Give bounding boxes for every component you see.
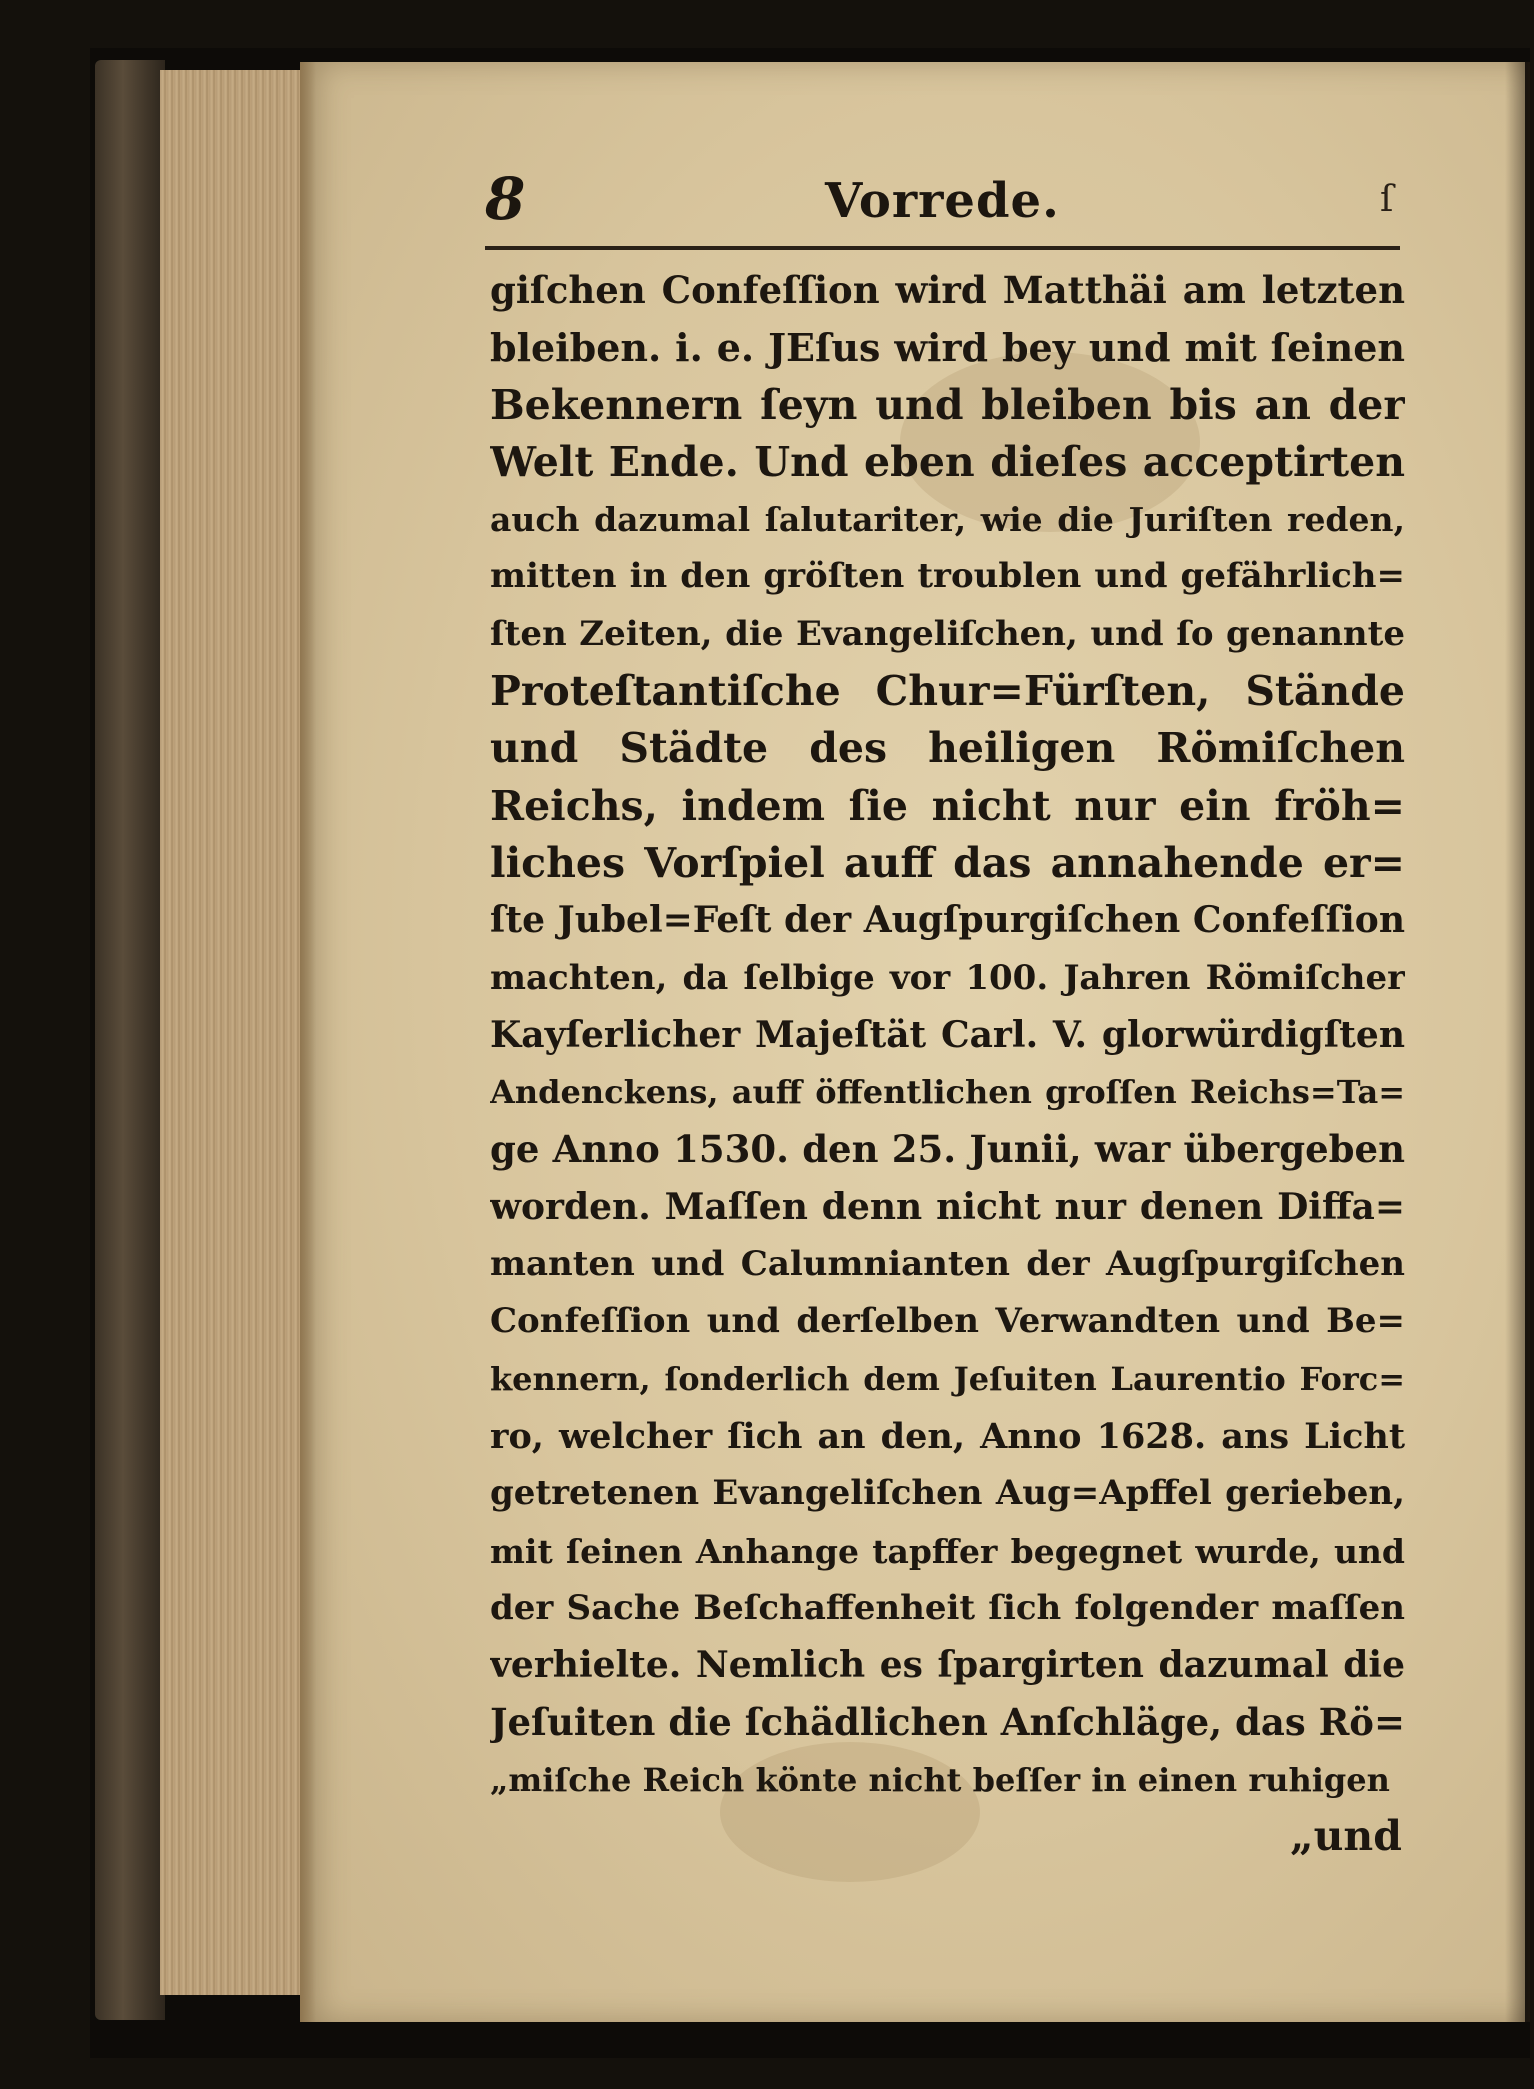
- page-number: 8: [485, 165, 526, 233]
- text-line: mitten in den gröſten troublen und gefährlich=: [490, 556, 1405, 597]
- text-line: mit ſeinen Anhange tapffer begegnet wurde, und: [490, 1531, 1405, 1571]
- running-title: Vorrede.: [825, 173, 1060, 229]
- book-cover-edge: [95, 60, 165, 2020]
- page-right-edge: [1505, 62, 1530, 2022]
- text-line: Welt Ende. Und eben dieſes acceptirten: [490, 437, 1405, 486]
- text-line: liches Vorſpiel auff das annahende er=: [490, 838, 1405, 887]
- text-line: bleiben. i. e. JEſus wird bey und mit ſeinen: [490, 325, 1405, 371]
- text-line: auch dazumal ſalutariter, wie die Juriſten reden,: [490, 500, 1405, 540]
- page-gutter: [300, 62, 316, 2022]
- text-line: ro, welcher ſich an den, Anno 1628. ans Licht: [490, 1415, 1405, 1457]
- text-line: Proteſtantiſche Chur=Fürſten, Stände: [490, 667, 1405, 716]
- page-header: [485, 165, 1405, 235]
- text-line: Jeſuiten die ſchädlichen Anſchläge, das Rö=: [490, 1700, 1405, 1745]
- text-line: ge Anno 1530. den 25. Junii, war übergeben: [490, 1127, 1405, 1172]
- text-line: Reichs, indem ſie nicht nur ein fröh=: [490, 781, 1405, 830]
- text-line: „miſche Reich könte nicht beſſer in einen ruhigen: [490, 1760, 1390, 1799]
- text-line: ſten Zeiten, die Evangeliſchen, und ſo genannte: [490, 613, 1405, 654]
- text-line: Kayſerlicher Majeſtät Carl. V. glorwürdigſten: [490, 1013, 1405, 1056]
- text-line: Confeſſion und derſelben Verwandten und Be=: [490, 1301, 1405, 1342]
- text-line: kennern, ſonderlich dem Jeſuiten Laurentio Forc=: [490, 1359, 1405, 1398]
- text-line: verhielte. Nemlich es ſpargirten dazumal die: [490, 1644, 1405, 1687]
- text-line: giſchen Confeſſion wird Matthäi am letzten: [490, 268, 1405, 312]
- text-line: worden. Maſſen denn nicht nur denen Diffa=: [490, 1185, 1405, 1228]
- page-stack-edges: [160, 70, 310, 1995]
- text-line: der Sache Beſchaffenheit ſich folgender maſſen: [490, 1587, 1405, 1628]
- text-line: Andenckens, auff öffentlichen groſſen Reichs=Ta=: [490, 1073, 1405, 1112]
- text-line: getretenen Evangeliſchen Aug=Apffel gerieben,: [490, 1473, 1405, 1514]
- body-text: [490, 262, 1405, 1809]
- text-line: ſte Jubel=Feſt der Augſpurgiſchen Confeſſion: [490, 899, 1405, 942]
- text-line: machten, da ſelbige vor 100. Jahren Römiſcher: [490, 957, 1405, 998]
- text-line: Bekennern ſeyn und bleiben bis an der: [490, 380, 1405, 429]
- header-mark: ſ: [1380, 179, 1394, 220]
- catchword: „und: [1290, 1812, 1402, 1860]
- text-line: manten und Calumnianten der Augſpurgiſchen: [490, 1244, 1405, 1285]
- header-rule: [485, 246, 1400, 250]
- text-line: und Städte des heiligen Römiſchen: [490, 724, 1405, 773]
